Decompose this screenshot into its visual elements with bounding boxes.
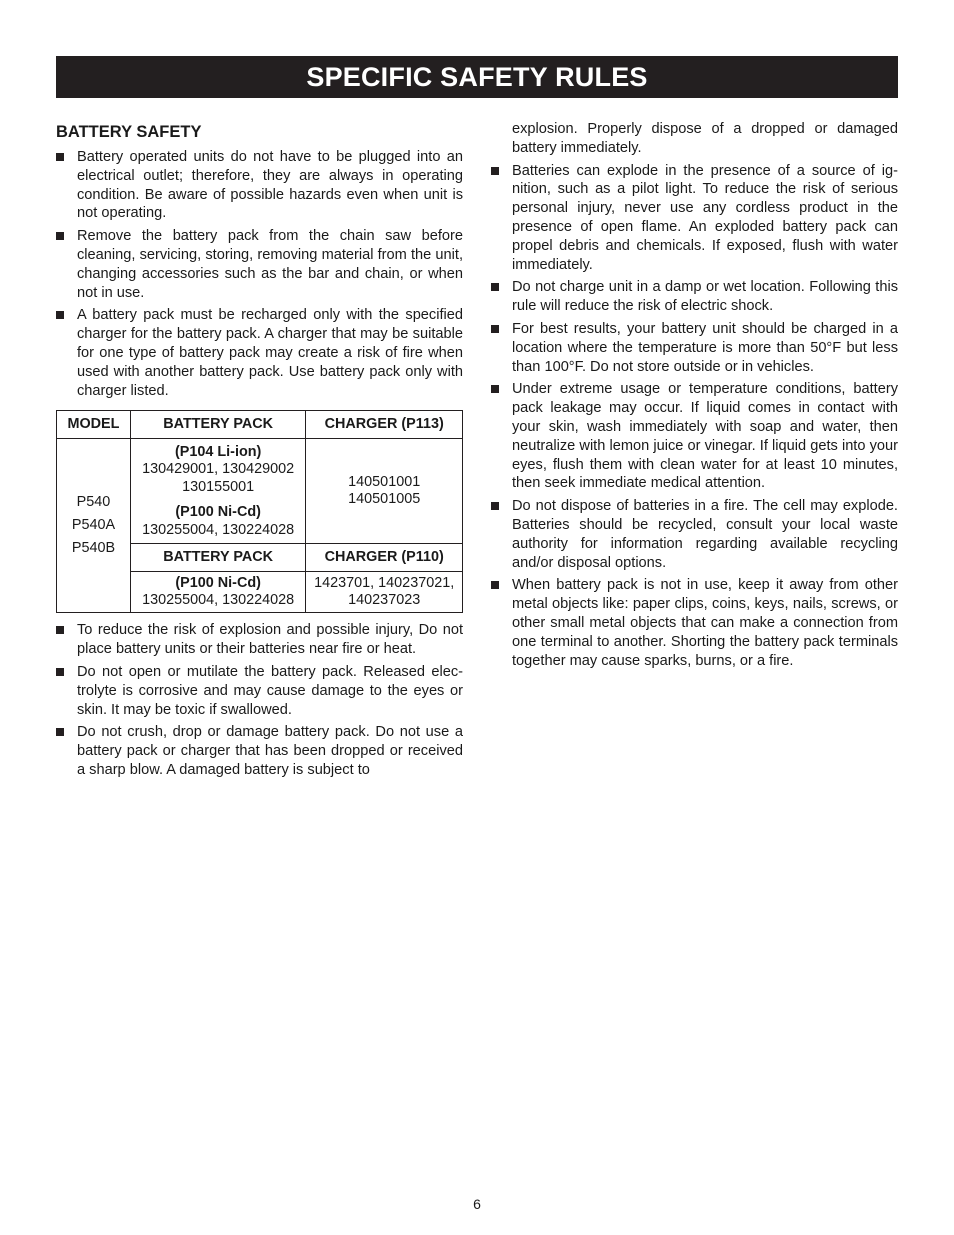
bullet-list-right: [491, 162, 898, 671]
model-cell: P540 P540A P540B: [57, 439, 131, 613]
square-bullet-icon: [491, 502, 499, 510]
list-item: Remove the battery pack from the chain saw before cleaning, servicing, storing, removing material from the unit, changing accessories such as the bar and chain, or when not in use.: [56, 227, 463, 302]
page-number: 6: [473, 1196, 481, 1212]
square-bullet-icon: [491, 385, 499, 393]
list-item: Do not crush, drop or damage battery pack. Do not use a battery pack or charger that has been dropped or received a sharp blow. A damaged battery is subject to: [56, 723, 463, 779]
list-item: Battery operated units do not have to be plugged into an electrical outlet; therefore, they are always in operating condition. Be aware of possible hazards even when unit is not operating.: [56, 148, 463, 223]
left-column: [56, 120, 463, 784]
list-item: Batteries can explode in the presence of a source of ignition, such as a pilot light. To reduce the risk of serious personal injury, never use any cordless product in the presence of open flame. An exploded battery pack can propel debris and chemicals. If exposed, flush with water immediately.: [491, 162, 898, 275]
battery-charger-table: [56, 410, 463, 613]
list-item: When battery pack is not in use, keep it away from other metal objects like: paper clips, coins, keys, nails, screws, or other small metal objects that can make a connection from one terminal to another. Shorting the battery pack terminals together may cause sparks, burns, or a fire.: [491, 576, 898, 670]
subheader-battery-pack: BATTERY PACK: [130, 544, 305, 572]
battery-pack-cell: (P100 Ni-Cd) 130255004, 130224028: [130, 572, 305, 613]
bullet-list-after-table: [56, 621, 463, 779]
charger-cell: 140501001 140501005: [306, 439, 463, 544]
header-model: MODEL: [57, 411, 131, 439]
subheader-charger-p110: CHARGER (P110): [306, 544, 463, 572]
continued-text: explosion. Properly dispose of a dropped or damaged battery immediately.: [512, 121, 898, 156]
bullet-list-before-table: [56, 148, 463, 400]
list-item: A battery pack must be recharged only with the specified charger for the battery pack. A charger that may be suitable for one type of battery pack may create a risk of fire when used with another battery pack. Use battery pack only with charger listed.: [56, 306, 463, 400]
square-bullet-icon: [56, 153, 64, 161]
square-bullet-icon: [491, 283, 499, 291]
square-bullet-icon: [56, 668, 64, 676]
list-item: Do not dispose of batteries in a fire. The cell may explode. Batteries should be recycled, consult your local waste authority for information regarding available recycling and/or disposal options.: [491, 497, 898, 572]
header-battery-pack: BATTERY PACK: [130, 411, 305, 439]
square-bullet-icon: [56, 311, 64, 319]
list-item: To reduce the risk of explosion and possible injury, Do not place battery units or their batteries near fire or heat.: [56, 621, 463, 659]
list-item: Do not open or mutilate the battery pack. Released electrolyte is corrosive and may cause damage to the eyes or skin. It may be toxic if swallowed.: [56, 663, 463, 719]
square-bullet-icon: [491, 325, 499, 333]
table-row: [57, 439, 463, 544]
square-bullet-icon: [491, 167, 499, 175]
list-item: For best results, your battery unit should be charged in a location where the temperature is more than 50°F but less than 100°F. Do not store outside or in vehicles.: [491, 320, 898, 376]
list-item: Under extreme usage or temperature conditions, battery pack leakage may occur. If liquid comes in contact with your skin, wash immediately with soap and water, then neutralize with lemon juice or vinegar. If liquid gets into your eyes, flush them with clean water for at least 10 minutes, then seek immediate medical attention.: [491, 380, 898, 493]
section-heading: BATTERY SAFETY: [56, 123, 202, 141]
table-header-row: [57, 411, 463, 439]
square-bullet-icon: [56, 728, 64, 736]
header-charger-p113: CHARGER (P113): [306, 411, 463, 439]
page-title: SPECIFIC SAFETY RULES: [56, 56, 898, 98]
right-column: [491, 120, 898, 674]
square-bullet-icon: [56, 232, 64, 240]
battery-pack-cell: (P104 Li-ion) 130429001, 130429002 130155001 (P100 Ni-Cd) 130255004, 130224028: [130, 439, 305, 544]
square-bullet-icon: [491, 581, 499, 589]
charger-cell: 1423701, 140237021, 140237023: [306, 572, 463, 613]
list-item: Do not charge unit in a damp or wet location. Following this rule will reduce the risk of electric shock.: [491, 278, 898, 316]
square-bullet-icon: [56, 626, 64, 634]
